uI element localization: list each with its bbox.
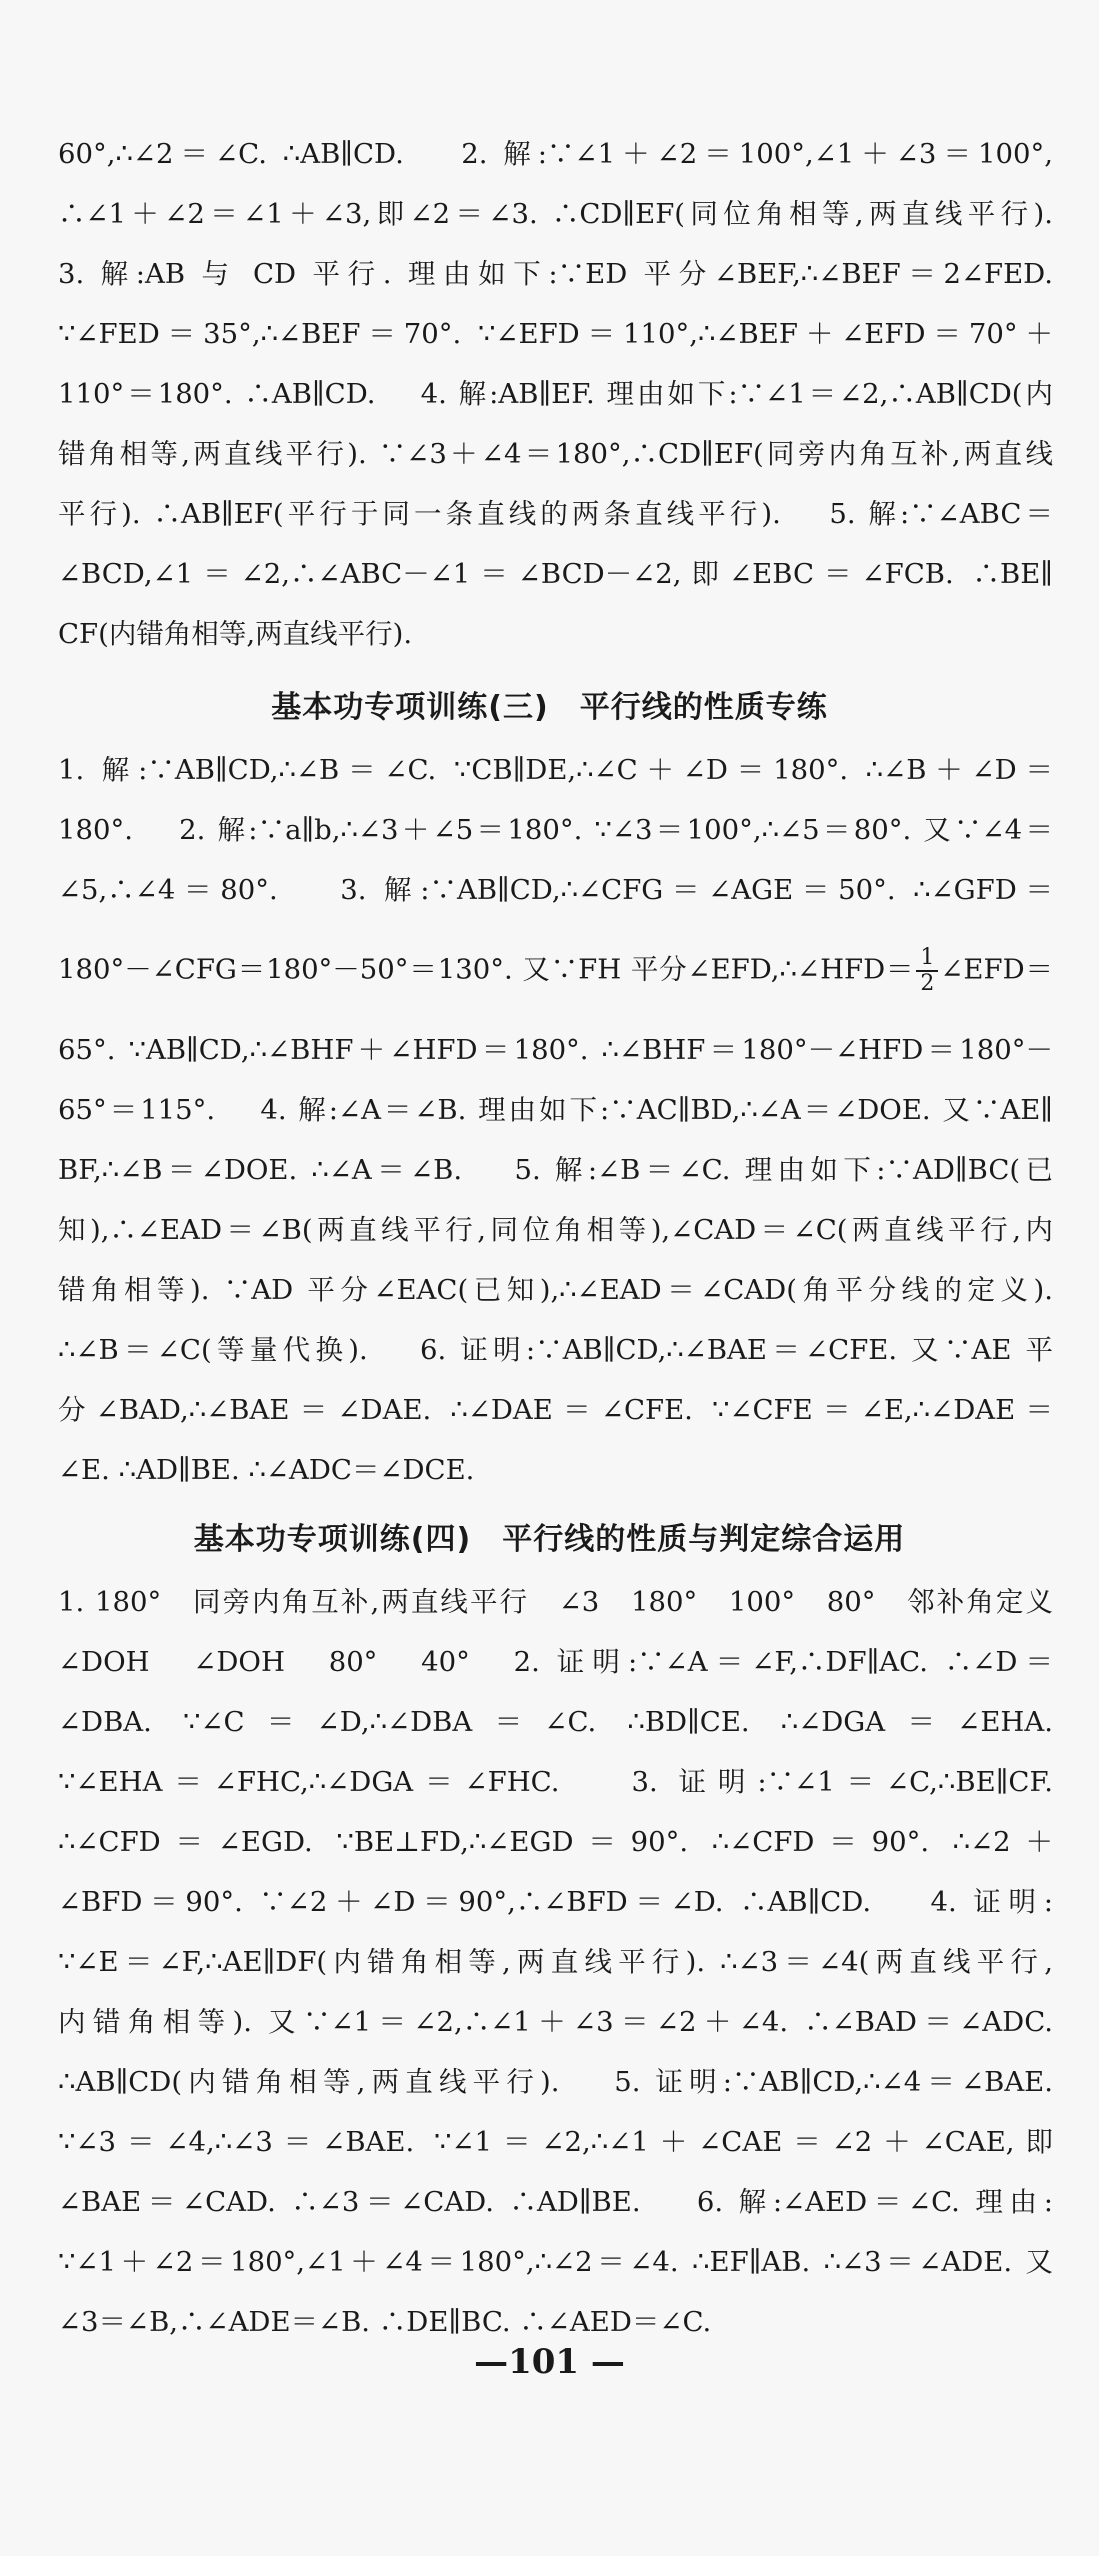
text-line: 分∠BAD,∴∠BAE＝∠DAE. ∴∠DAE＝∠CFE. ∵∠CFE＝∠E,∴∠DAE＝: [58, 1394, 1053, 1426]
text-line: BF,∴∠B＝∠DOE. ∴∠A＝∠B. 5. 解:∠B＝∠C. 理由如下:∵AD∥BC(已: [58, 1154, 1053, 1186]
fraction-denominator: 2: [920, 971, 935, 996]
text-line: ∠DOH ∠DOH 80° 40° 2. 证明:∵∠A＝∠F,∴DF∥AC. ∴∠D＝: [58, 1646, 1053, 1678]
text-line: 1. 180° 同旁内角互补,两直线平行 ∠3 180° 100° 80° 邻补角定义: [58, 1586, 1053, 1618]
text-line: ∠BFD＝90°. ∵∠2＋∠D＝90°,∴∠BFD＝∠D. ∴AB∥CD. 4. 证明:: [58, 1886, 1053, 1918]
text-line: ∠DBA. ∵∠C＝∠D,∴∠DBA＝∠C. ∴BD∥CE. ∴∠DGA＝∠EHA.: [58, 1706, 1053, 1738]
text-line: 1. 解:∵AB∥CD,∴∠B＝∠C. ∵CB∥DE,∴∠C＋∠D＝180°. ∴∠B＋∠D＝: [58, 754, 1053, 786]
text-line: ∴∠CFD＝∠EGD. ∵BE⊥FD,∴∠EGD＝90°. ∴∠CFD＝90°. ∴∠2＋: [58, 1826, 1053, 1858]
text-line: 180°. 2. 解:∵a∥b,∴∠3＋∠5＝180°. ∵∠3＝100°,∴∠5＝80°. 又∵∠4＝: [58, 814, 1053, 846]
text-line: 65°＝115°. 4. 解:∠A＝∠B. 理由如下:∵AC∥BD,∴∠A＝∠DOE. 又∵AE∥: [58, 1094, 1053, 1126]
text-line: ∠BAE＝∠CAD. ∴∠3＝∠CAD. ∴AD∥BE. 6. 解:∠AED＝∠C. 理由:: [58, 2186, 1053, 2218]
text-line: ∴∠B＝∠C(等量代换). 6. 证明:∵AB∥CD,∴∠BAE＝∠CFE. 又∵AE 平: [58, 1334, 1053, 1366]
page-number: —101 —: [474, 2342, 625, 2382]
text-line: 60°,∴∠2＝∠C. ∴AB∥CD. 2. 解:∵∠1＋∠2＝100°,∠1＋∠3＝100°,: [58, 138, 1053, 170]
text-line: ∠BCD,∠1＝∠2,∴∠ABC－∠1＝∠BCD－∠2,即∠EBC＝∠FCB. ∴BE∥: [58, 558, 1053, 590]
text-line: ∠E. ∴AD∥BE. ∴∠ADC＝∠DCE.: [58, 1454, 475, 1486]
text-line: 3. 解:AB 与 CD 平行. 理由如下:∵ED 平分∠BEF,∴∠BEF＝2∠FED.: [58, 258, 1053, 290]
text-line: 内错角相等). 又∵∠1＝∠2,∴∠1＋∠3＝∠2＋∠4. ∴∠BAD＝∠ADC.: [58, 2006, 1053, 2038]
text-line: 110°＝180°. ∴AB∥CD. 4. 解:AB∥EF. 理由如下:∵∠1＝∠2,∴AB∥CD(内: [58, 378, 1053, 410]
fraction-numerator: 1: [916, 946, 938, 972]
fraction-line-post: ∠EFD＝: [940, 953, 1053, 986]
section-heading: 基本功专项训练(三) 平行线的性质专练: [271, 690, 828, 725]
text-line: 知),∴∠EAD＝∠B(两直线平行,同位角相等),∠CAD＝∠C(两直线平行,内: [58, 1214, 1053, 1246]
text-line-with-fraction: [58, 946, 1053, 996]
text-line: 平行). ∴AB∥EF(平行于同一条直线的两条直线平行). 5. 解:∵∠ABC＝: [58, 498, 1053, 530]
text-line: 错角相等,两直线平行). ∵∠3＋∠4＝180°,∴CD∥EF(同旁内角互补,两直线: [58, 438, 1053, 470]
text-line: ∵∠E＝∠F,∴AE∥DF(内错角相等,两直线平行). ∴∠3＝∠4(两直线平行,: [58, 1946, 1053, 1978]
text-line: CF(内错角相等,两直线平行).: [58, 618, 413, 650]
text-line: ∴∠1＋∠2＝∠1＋∠3,即∠2＝∠3. ∴CD∥EF(同位角相等,两直线平行).: [58, 198, 1053, 230]
text-line: 错角相等). ∵AD 平分∠EAC(已知),∴∠EAD＝∠CAD(角平分线的定义).: [58, 1274, 1053, 1306]
text-line: ∵∠EHA＝∠FHC,∴∠DGA＝∠FHC. 3. 证明:∵∠1＝∠C,∴BE∥CF.: [58, 1766, 1053, 1798]
section-heading: 基本功专项训练(四) 平行线的性质与判定综合运用: [193, 1522, 906, 1557]
text-line: ∵∠3＝∠4,∴∠3＝∠BAE. ∵∠1＝∠2,∴∠1＋∠CAE＝∠2＋∠CAE,即: [58, 2126, 1053, 2158]
text-line: 65°. ∵AB∥CD,∴∠BHF＋∠HFD＝180°. ∴∠BHF＝180°－∠HFD＝180°－: [58, 1034, 1054, 1066]
text-line: ∵∠FED＝35°,∴∠BEF＝70°. ∵∠EFD＝110°,∴∠BEF＋∠EFD＝70°＋: [58, 318, 1053, 350]
fraction-line-pre: 180°－∠CFG＝180°－50°＝130°. 又∵FH 平分∠EFD,∴∠HFD＝: [58, 953, 915, 986]
text-line: ∠3＝∠B,∴∠ADE＝∠B. ∴DE∥BC. ∴∠AED＝∠C.: [58, 2306, 712, 2338]
fraction-one-half: [916, 946, 938, 996]
text-line: ∵∠1＋∠2＝180°,∠1＋∠4＝180°,∴∠2＝∠4. ∴EF∥AB. ∴∠3＝∠ADE. 又: [58, 2246, 1053, 2278]
text-line: ∴AB∥CD(内错角相等,两直线平行). 5. 证明:∵AB∥CD,∴∠4＝∠BAE.: [58, 2066, 1053, 2098]
text-line: ∠5,∴∠4＝80°. 3. 解:∵AB∥CD,∴∠CFG＝∠AGE＝50°. ∴∠GFD＝: [58, 874, 1053, 906]
